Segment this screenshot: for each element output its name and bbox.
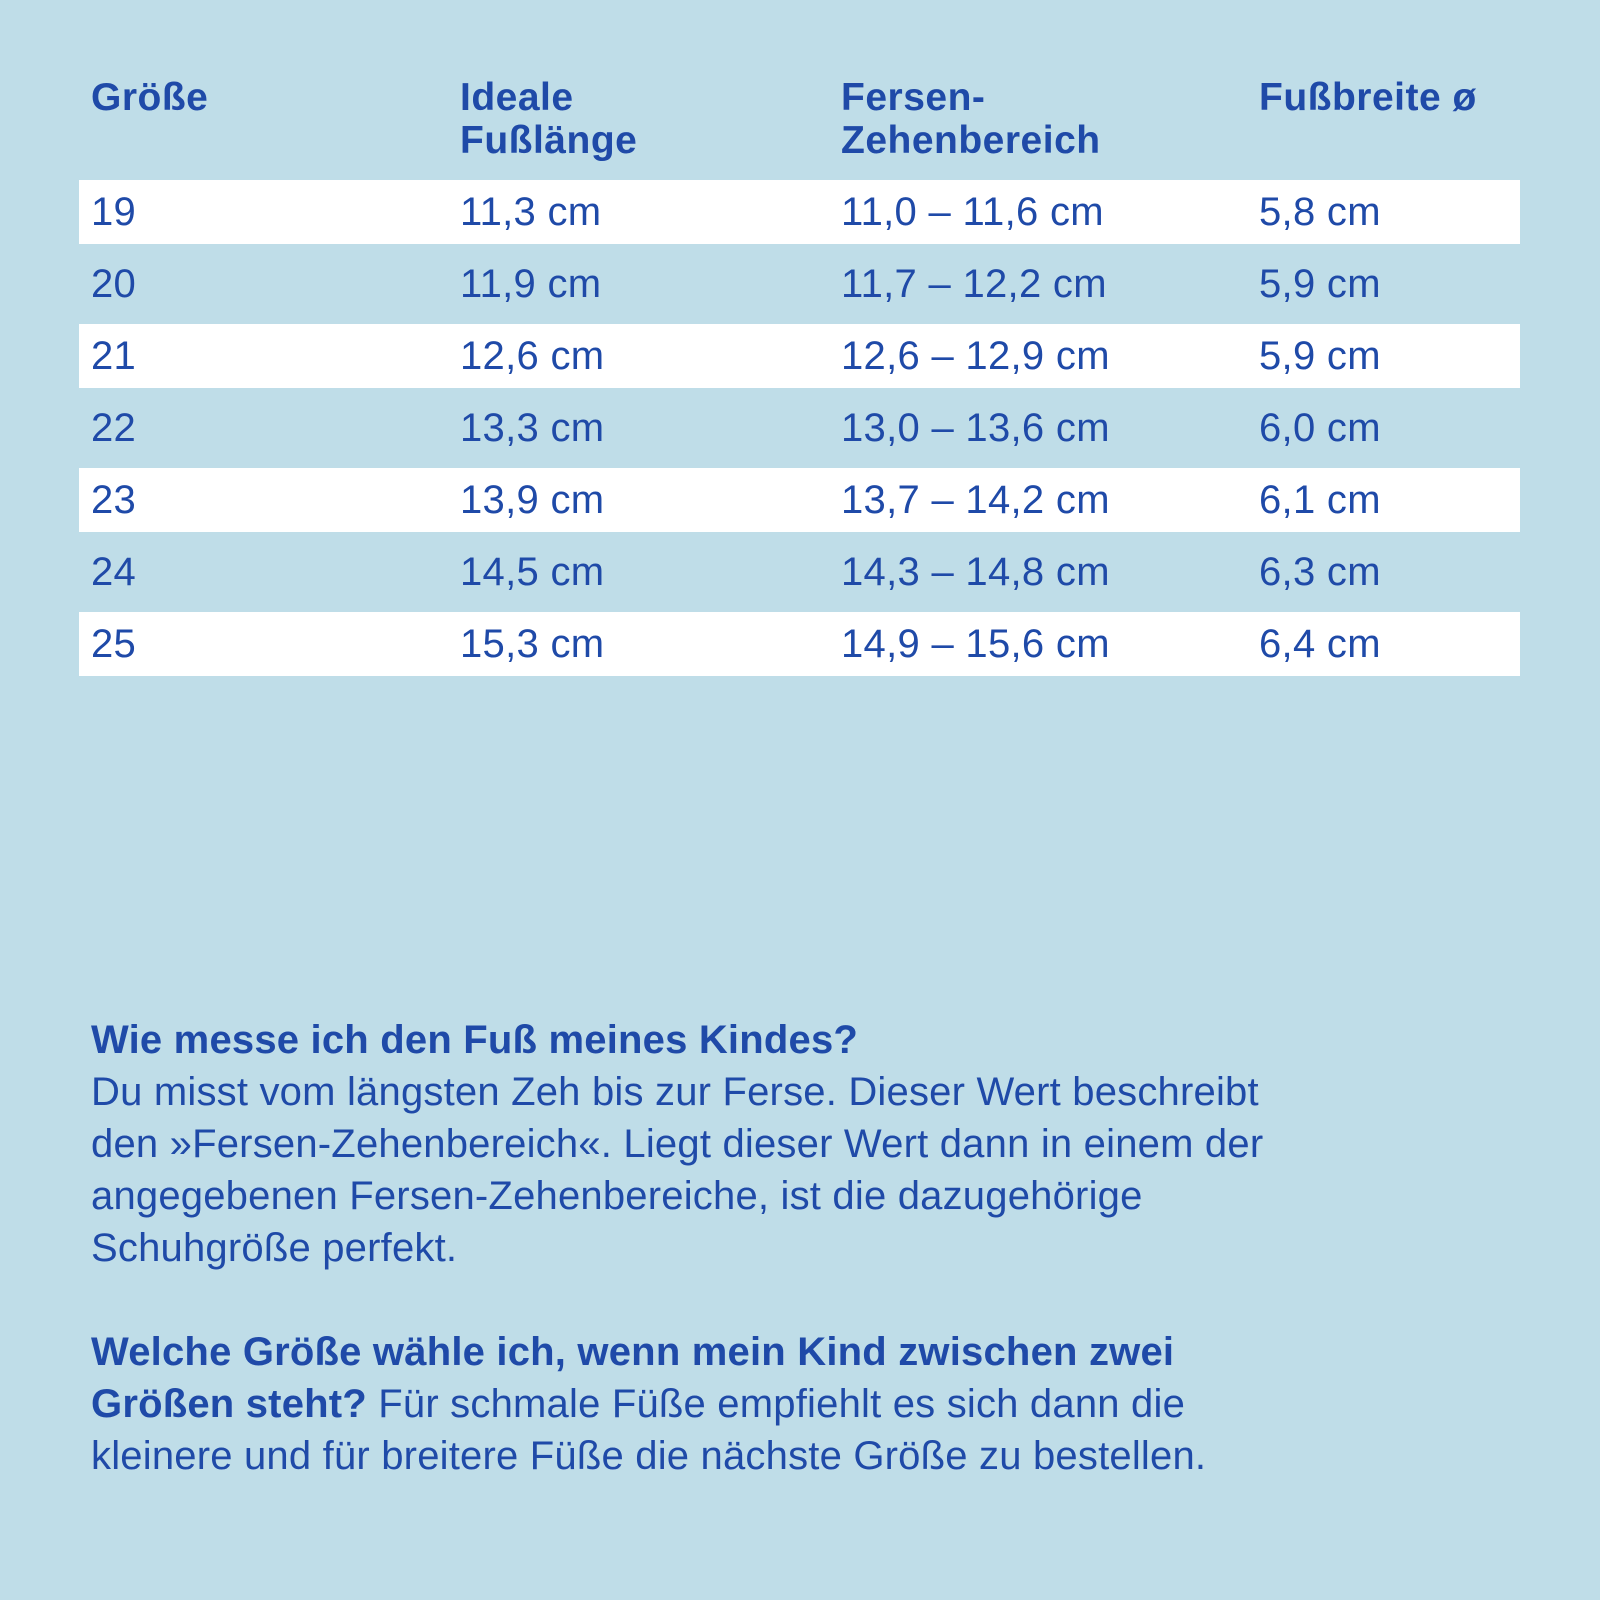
header-heel-toe-range: Fersen- Zehenbereich xyxy=(841,76,1101,162)
cell-heel-toe-range: 14,9 – 15,6 cm xyxy=(841,622,1110,666)
faq-question: Wie messe ich den Fuß meines Kindes? xyxy=(91,1018,859,1062)
cell-size: 21 xyxy=(91,334,137,378)
table-body xyxy=(79,180,1520,676)
cell-ideal-foot-length: 14,5 cm xyxy=(460,550,605,594)
table-row xyxy=(79,324,1520,388)
cell-ideal-foot-length: 12,6 cm xyxy=(460,334,605,378)
cell-heel-toe-range: 11,7 – 12,2 cm xyxy=(841,262,1107,306)
cell-ideal-foot-length: 13,9 cm xyxy=(460,478,605,522)
faq-item-measure xyxy=(91,1014,1321,1274)
cell-foot-width: 6,4 cm xyxy=(1259,622,1381,666)
table-row xyxy=(79,180,1520,244)
cell-foot-width: 6,0 cm xyxy=(1259,406,1381,450)
cell-size: 23 xyxy=(91,478,137,522)
cell-ideal-foot-length: 11,3 cm xyxy=(460,190,602,234)
table-row xyxy=(79,540,1520,604)
cell-foot-width: 5,8 cm xyxy=(1259,190,1381,234)
size-table xyxy=(79,70,1520,684)
cell-heel-toe-range: 11,0 – 11,6 cm xyxy=(841,190,1104,234)
cell-heel-toe-range: 14,3 – 14,8 cm xyxy=(841,550,1110,594)
table-row xyxy=(79,396,1520,460)
cell-size: 24 xyxy=(91,550,137,594)
cell-foot-width: 6,3 cm xyxy=(1259,550,1381,594)
faq-question: Welche Größe wähle ich, wenn mein Kind zwischen zwei Größen steht? xyxy=(91,1330,1175,1426)
cell-foot-width: 5,9 cm xyxy=(1259,334,1381,378)
faq-section xyxy=(91,1014,1321,1534)
header-foot-width: Fußbreite ø xyxy=(1259,76,1477,119)
cell-size: 20 xyxy=(91,262,137,306)
table-row xyxy=(79,468,1520,532)
table-row xyxy=(79,252,1520,316)
header-size: Größe xyxy=(91,76,209,119)
cell-ideal-foot-length: 15,3 cm xyxy=(460,622,605,666)
cell-size: 22 xyxy=(91,406,137,450)
table-header xyxy=(79,70,1520,180)
faq-answer: Du misst vom längsten Zeh bis zur Ferse. Dieser Wert beschreibt den »Fersen-Zehenbereich«. Liegt dieser Wert dann in einem der angegebenen Fersen-Zehenbereiche, ist die dazugehörige Schuhgröße perfekt. xyxy=(91,1070,1264,1270)
header-ideal-foot-length: Ideale Fußlänge xyxy=(460,76,638,162)
cell-ideal-foot-length: 13,3 cm xyxy=(460,406,605,450)
cell-foot-width: 5,9 cm xyxy=(1259,262,1381,306)
cell-heel-toe-range: 13,0 – 13,6 cm xyxy=(841,406,1110,450)
table-row xyxy=(79,612,1520,676)
cell-size: 25 xyxy=(91,622,137,666)
cell-foot-width: 6,1 cm xyxy=(1259,478,1381,522)
cell-heel-toe-range: 13,7 – 14,2 cm xyxy=(841,478,1110,522)
cell-ideal-foot-length: 11,9 cm xyxy=(460,262,602,306)
cell-size: 19 xyxy=(91,190,137,234)
faq-item-between-sizes xyxy=(91,1326,1321,1482)
cell-heel-toe-range: 12,6 – 12,9 cm xyxy=(841,334,1110,378)
faq-answer: Für schmale Füße empfiehlt es sich dann die kleinere und für breitere Füße die nächste Größe zu bestellen. xyxy=(91,1382,1207,1478)
